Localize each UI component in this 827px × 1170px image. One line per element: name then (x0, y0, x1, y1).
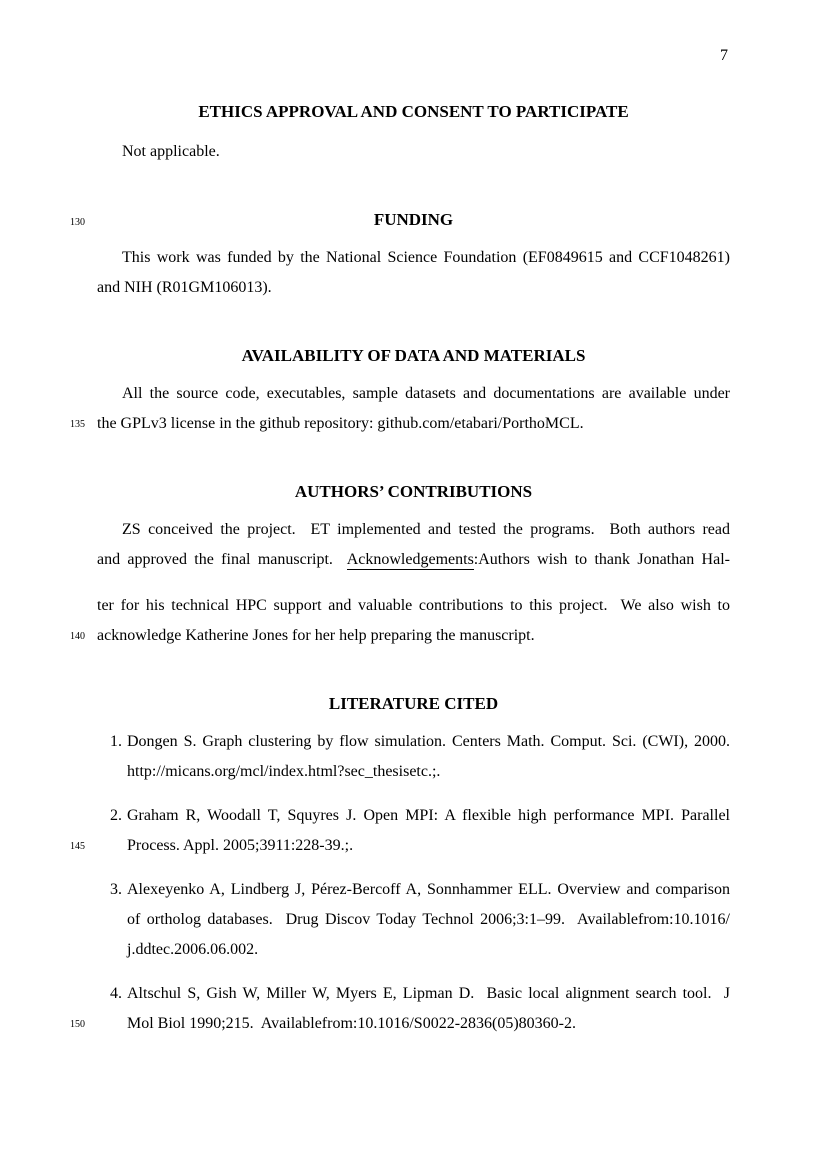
availability-text-line-2: the GPLv3 license in the github repository: github.com/etabari/PorthoMCL. (97, 415, 584, 432)
page-content (97, 97, 730, 1039)
reference-3-line-2: of ortholog databases. Drug Discov Today Technol 2006;3:1–99. Availablefrom:10.1016/ (127, 911, 730, 928)
reference-2-number: 2. (110, 807, 122, 824)
page-number: 7 (720, 47, 728, 64)
reference-3-number: 3. (110, 881, 122, 898)
heading-literature-cited: LITERATURE CITED (328, 694, 499, 713)
reference-2-line-2: Process. Appl. 2005;3911:228-39.;. (127, 837, 354, 854)
heading-ethics-approval: ETHICS APPROVAL AND CONSENT TO PARTICIPATE (198, 102, 629, 121)
reference-item-2 (97, 801, 730, 861)
reference-1-number: 1. (110, 733, 122, 750)
ethics-body-text: Not applicable. (122, 143, 220, 160)
reference-3-line-3: j.ddtec.2006.06.002. (127, 941, 259, 958)
reference-1-text: Dongen S. Graph clustering by flow simulation. Centers Math. Comput. Sci. (CWI), 2000. (127, 733, 730, 750)
availability-text-line-1: All the source code, executables, sample datasets and documentations are available under (122, 385, 730, 402)
acknowledgements-underlined-label: Acknowledgements (346, 551, 474, 568)
reference-item-1 (97, 727, 730, 787)
contributions-text-line-2 (97, 545, 730, 575)
margin-line-number-140: 140 (70, 631, 85, 642)
reference-4-number: 4. (110, 985, 122, 1002)
margin-line-number-145: 145 (70, 841, 85, 852)
reference-2-text: Graham R, Woodall T, Squyres J. Open MPI: A flexible high performance MPI. Parallel (127, 807, 730, 824)
reference-item-4 (97, 979, 730, 1039)
margin-line-number-135: 135 (70, 419, 85, 430)
heading-funding: FUNDING (373, 210, 454, 229)
reference-1-line-1 (97, 727, 730, 757)
reference-3-line-1 (97, 875, 730, 905)
contributions-text-line-4: acknowledge Katherine Jones for her help preparing the manuscript. (97, 627, 535, 644)
contributions-text-line-3: ter for his technical HPC support and valuable contributions to this project. We also wish to (97, 597, 730, 614)
reference-2-line-1 (97, 801, 730, 831)
reference-4-text: Altschul S, Gish W, Miller W, Myers E, Lipman D. Basic local alignment search tool. J (127, 985, 730, 1002)
heading-contributions: AUTHORS’ CONTRIBUTIONS (294, 482, 533, 501)
heading-availability: AVAILABILITY OF DATA AND MATERIALS (241, 346, 586, 365)
margin-line-number-130: 130 (70, 217, 85, 228)
reference-4-line-1 (97, 979, 730, 1009)
reference-3-text: Alexeyenko A, Lindberg J, Pérez-Bercoff A, Sonnhammer ELL. Overview and comparison (127, 881, 730, 898)
funding-text-line-2: and NIH (R01GM106013). (97, 279, 272, 296)
margin-line-number-150: 150 (70, 1019, 85, 1030)
funding-text-line-1: This work was funded by the National Science Foundation (EF0849615 and CCF1048261) (122, 249, 730, 266)
contributions-line-2-post: :Authors wish to thank Jonathan Hal- (473, 551, 730, 568)
contributions-text-line-1: ZS conceived the project. ET implemented and tested the programs. Both authors read (122, 521, 730, 538)
reference-4-line-2: Mol Biol 1990;215. Availablefrom:10.1016/S0022-2836(05)80360-2. (127, 1015, 577, 1032)
contributions-line-2-pre: and approved the final manuscript. (97, 551, 347, 568)
reference-1-line-2: http://micans.org/mcl/index.html?sec_thesisetc.;. (127, 763, 441, 780)
reference-item-3 (97, 875, 730, 965)
